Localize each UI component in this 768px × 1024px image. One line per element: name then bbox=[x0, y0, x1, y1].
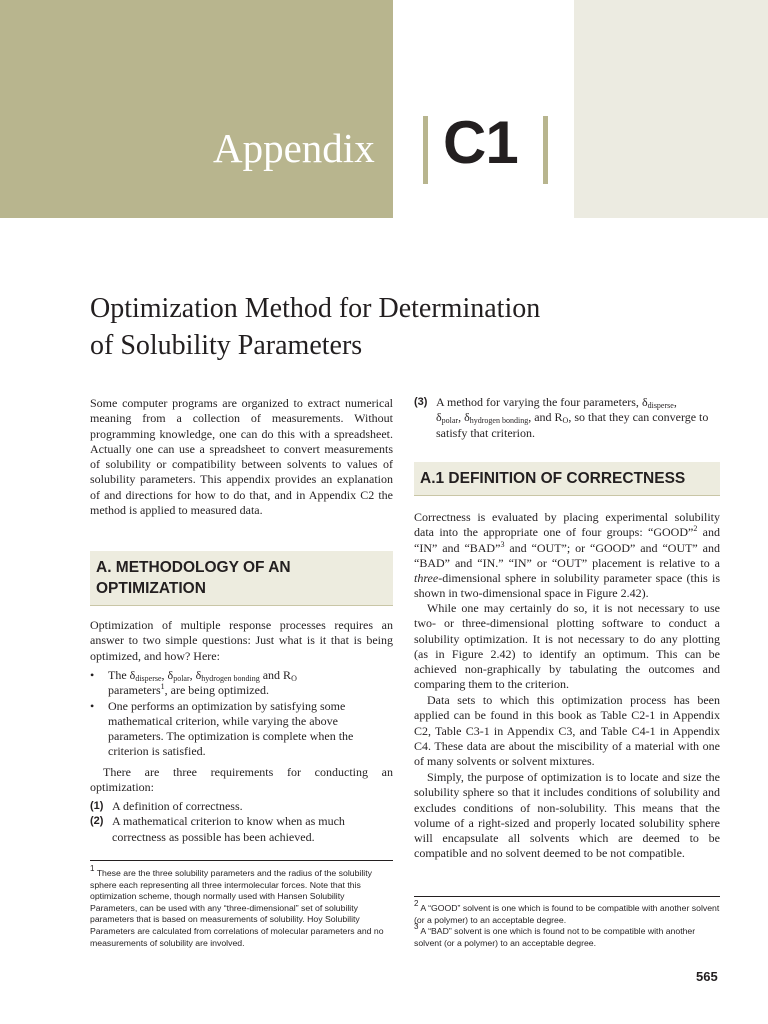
datasets-paragraph: Data sets to which this optimization process has been applied can be found in this book as Table C2-1 in Appendix C2, Table C3-1 in Appendix C3, and Table C4-1 in Appendix C4. These data are about the miscibility of a material with one of many solvents or solvent mixtures. bbox=[414, 693, 720, 769]
decorative-bar-right bbox=[543, 116, 548, 184]
requirements-list bbox=[90, 799, 393, 845]
footnote-1: $^1$ These are the three solubility parameters and the radius of the solubility sphere each representing all three intermolecular forces. Note that this optimization scheme, though normally used with Hansen Solubility Parameters, can be used with any “three-dimensional” set of solubility parameters that is based on measurements of solubility. Hoy Solubility Parameters are calculated from correlations of molecular parameters and no measurements of solubility are involved. bbox=[90, 864, 384, 948]
header-banner bbox=[0, 0, 393, 218]
footnote-ref-1: 1 bbox=[160, 682, 165, 692]
header-banner-right bbox=[574, 0, 768, 218]
section-a1-heading-wrap bbox=[414, 462, 720, 496]
decorative-bar-left bbox=[423, 116, 428, 184]
section-a1-heading: A.1 DEFINITION OF CORRECTNESS bbox=[414, 462, 720, 496]
section-a-heading: A. METHODOLOGY OF AN OPTIMIZATION bbox=[90, 551, 393, 606]
page-number: 565 bbox=[696, 969, 718, 984]
bullet-list bbox=[90, 668, 393, 760]
page-title bbox=[90, 290, 690, 364]
footnote-rule-left bbox=[90, 860, 393, 861]
bullet-item-criterion: • One performs an optimization by satisfying some mathematical criterion, while varying the above parameters. The optimization is complete when the criterion is satisfied. bbox=[90, 699, 393, 760]
intro-paragraph: Some computer programs are organized to extract numerical meaning from a collection of measurements. Without programming knowledge, one can do this with a spreadsheet. Actually one can use a spreadsheet to convert measurements of solubility or compatibility between solvents to values of solubility parameters. This appendix provides an explanation of and directions for how to do that, and in Appendix C2 the method is applied to measured data. bbox=[90, 396, 393, 518]
title-line-2: of Solubility Parameters bbox=[90, 330, 363, 361]
appendix-label: Appendix bbox=[213, 125, 375, 171]
section-a-heading-wrap bbox=[90, 551, 393, 606]
requirement-2: (2) A mathematical criterion to know when as much correctness as possible has been achieved. bbox=[90, 814, 345, 844]
purpose-paragraph: Simply, the purpose of optimization is to locate and size the solubility sphere so that it includes conditions of solubility and excludes conditions of non-solubility. This means that the volume of a right-sized and properly located solubility sphere will encapsulate all solvents which are deemed to be compatible and no solvent deemed to be not compatible. bbox=[414, 770, 720, 861]
bullet-item-parameters: • The $\delta_{disperse}$, $\delta_{polar}$, $\delta_{hydrogen bonding}$ and $R_O$ parameters$^1$, are being optimized. bbox=[90, 668, 393, 699]
section-a-paragraph: Optimization of multiple response processes requires an answer to two simple questions: Just what is it that is being optimized, and how? Here: bbox=[90, 618, 393, 663]
requirement-3: (3) A method for varying the four parameters, $\delta_{disperse}$, $\delta_{polar}$, $\delta_{hydrogen bonding}$, and $R_O$, so that they can converge to satisfy that criterion. bbox=[414, 395, 709, 440]
requirement-1: (1) A definition of correctness. bbox=[90, 799, 243, 813]
title-line-1: Optimization Method for Determination bbox=[90, 293, 541, 324]
footnote-3: $^3$ A “BAD” solvent is one which is found not to be compatible with another solvent (or a polymer) to an acceptable degree. bbox=[414, 922, 696, 948]
requirements-intro: There are three requirements for conducting an optimization: bbox=[90, 765, 393, 795]
footnote-ref-2: 2 bbox=[693, 524, 698, 534]
footnote-2: $^2$ A “GOOD” solvent is one which is found to be compatible with another solvent (or a polymer) to an acceptable degree. bbox=[414, 899, 720, 925]
footnote-ref-3: 3 bbox=[500, 539, 505, 549]
appendix-number: C1 bbox=[443, 109, 518, 176]
footnote-rule-right bbox=[414, 896, 720, 897]
correctness-paragraph: Correctness is evaluated by placing experimental solubility data into the appropriate one of four groups: “GOOD”$^2$ and “IN” and “BAD”$^3$ and “OUT”; or “GOOD” and “OUT” and “BAD” and “IN.” “IN” or “OUT” placement is relative to a three-dimensional sphere in solubility parameter space (this is shown in two-dimensional space in Figure 2.42). bbox=[414, 510, 720, 601]
plotting-paragraph: While one may certainly do so, it is not necessary to use two- or three-dimensional plotting software to conduct a solubility optimization. It is not necessary to do any plotting (as in Figure 2.42) to identify an optimum. This can be achieved non-graphically by tabulating the outcomes and comparing them to the criterion. bbox=[414, 601, 720, 692]
